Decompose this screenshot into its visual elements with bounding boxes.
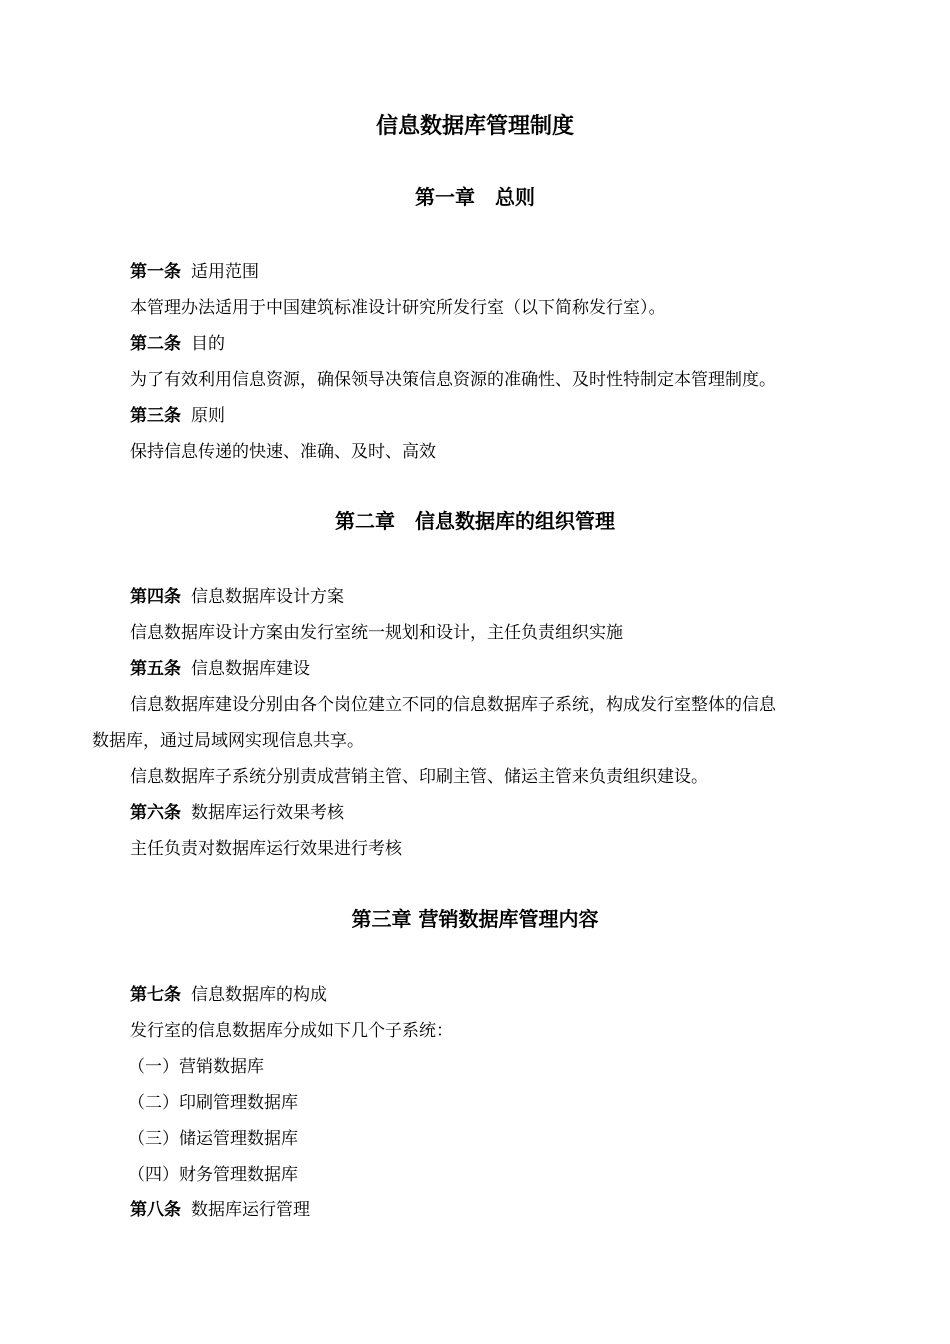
article-title: 原则 bbox=[191, 406, 225, 426]
article-label: 第五条 bbox=[130, 659, 181, 679]
article-title: 信息数据库建设 bbox=[191, 659, 310, 679]
article-7-heading bbox=[130, 983, 327, 1007]
article-3-text: 保持信息传递的快速、准确、及时、高效 bbox=[130, 442, 436, 462]
article-6-text: 主任负责对数据库运行效果进行考核 bbox=[130, 839, 402, 859]
article-5-text-line1: 信息数据库建设分别由各个岗位建立不同的信息数据库子系统，构成发行室整体的信息 bbox=[130, 695, 776, 715]
article-label: 第六条 bbox=[130, 803, 181, 823]
article-2-heading bbox=[130, 332, 225, 356]
article-1-heading bbox=[130, 260, 259, 284]
article-title: 数据库运行效果考核 bbox=[191, 803, 344, 823]
article-label: 第三条 bbox=[130, 406, 181, 426]
article-label: 第七条 bbox=[130, 985, 181, 1005]
article-label: 第一条 bbox=[130, 262, 181, 282]
article-8-heading bbox=[130, 1198, 310, 1222]
list-item: （一）营销数据库 bbox=[128, 1057, 264, 1077]
article-5-text-line2: 数据库，通过局域网实现信息共享。 bbox=[92, 731, 364, 751]
article-title: 数据库运行管理 bbox=[191, 1200, 310, 1220]
chapter-1-heading: 第一章 总则 bbox=[415, 185, 535, 209]
article-4-heading bbox=[130, 585, 344, 609]
article-2-text: 为了有效利用信息资源，确保领导决策信息资源的准确性、及时性特制定本管理制度。 bbox=[130, 370, 776, 390]
article-1-text: 本管理办法适用于中国建筑标准设计研究所发行室（以下简称发行室）。 bbox=[130, 298, 666, 318]
list-item: （四）财务管理数据库 bbox=[128, 1165, 298, 1185]
article-3-heading bbox=[130, 404, 225, 428]
article-5-text2: 信息数据库子系统分别责成营销主管、印刷主管、储运主管来负责组织建设。 bbox=[130, 767, 708, 787]
article-title: 信息数据库设计方案 bbox=[191, 587, 344, 607]
chapter-2-heading: 第二章 信息数据库的组织管理 bbox=[335, 509, 615, 533]
article-label: 第四条 bbox=[130, 587, 181, 607]
article-label: 第八条 bbox=[130, 1200, 181, 1220]
document-title: 信息数据库管理制度 bbox=[375, 114, 574, 139]
article-5-heading bbox=[130, 657, 310, 681]
article-title: 目的 bbox=[191, 334, 225, 354]
article-title: 信息数据库的构成 bbox=[191, 985, 327, 1005]
article-6-heading bbox=[130, 801, 344, 825]
list-item: （三）储运管理数据库 bbox=[128, 1129, 298, 1149]
article-4-text: 信息数据库设计方案由发行室统一规划和设计，主任负责组织实施 bbox=[130, 623, 623, 643]
chapter-3-heading: 第三章 营销数据库管理内容 bbox=[351, 907, 599, 931]
article-title: 适用范围 bbox=[191, 262, 259, 282]
list-item: （二）印刷管理数据库 bbox=[128, 1093, 298, 1113]
article-label: 第二条 bbox=[130, 334, 181, 354]
article-7-text: 发行室的信息数据库分成如下几个子系统： bbox=[130, 1021, 453, 1041]
